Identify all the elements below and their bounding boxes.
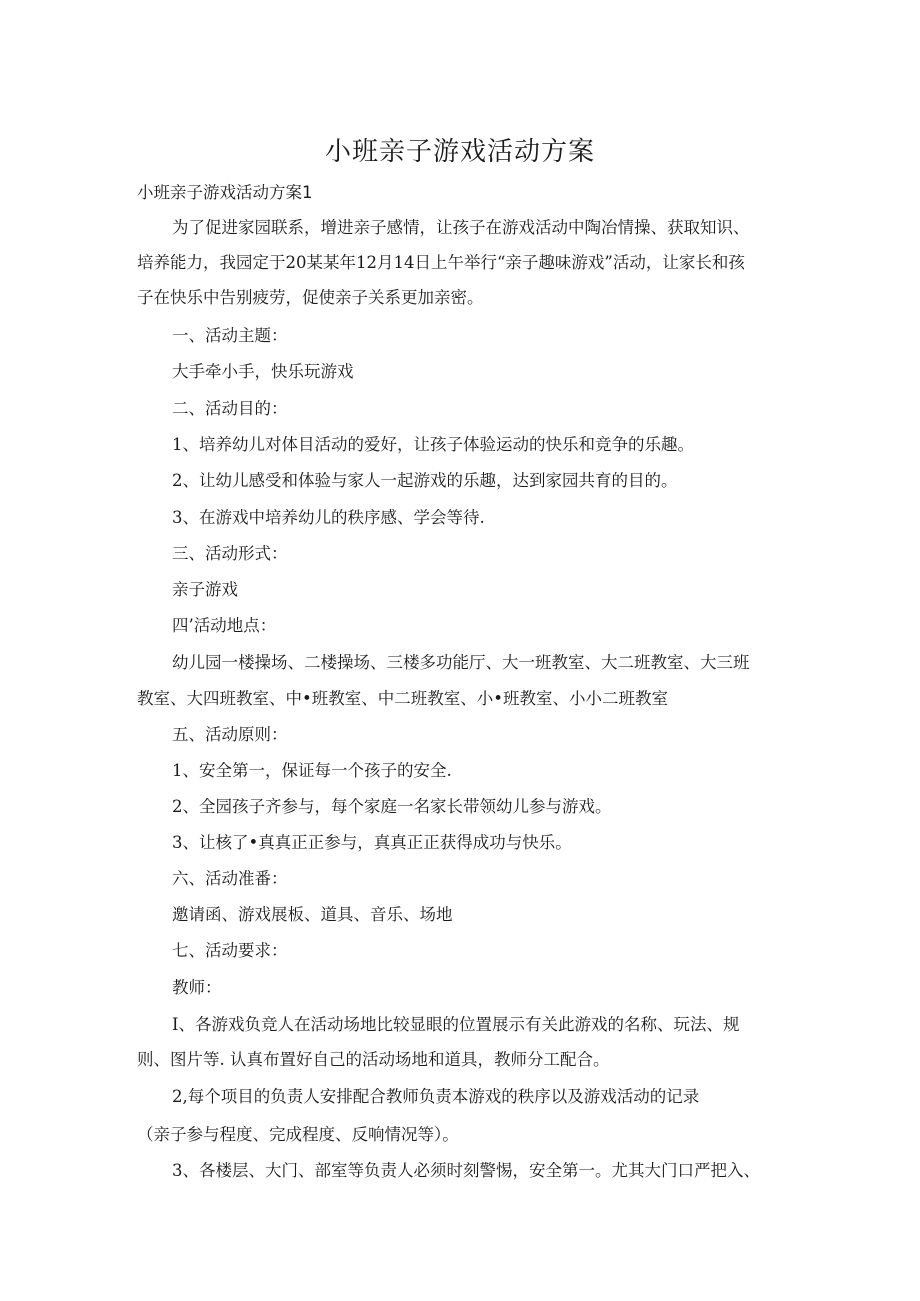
principles-heading: 五、活动原则： (172, 725, 288, 744)
document-title: 小班亲子游戏活动方案 (324, 137, 595, 167)
document-subtitle: 小班亲子游戏活动方案1 (137, 183, 313, 202)
theme-heading: 一、活动主题： (172, 326, 288, 345)
teacher-label: 教师： (172, 978, 222, 997)
requirement-1-line-2: 则、图片等. 认真布置好自己的活动场地和道具，教师分工配合。 (137, 1050, 610, 1069)
location-heading: 四’活动地点： (172, 616, 277, 635)
prep-heading: 六、活动准番： (172, 869, 288, 888)
prep-text: 邀请函、游戏展板、道具、音乐、场地 (172, 905, 453, 924)
principle-item-1: 1、安全第一，保证每一个孩子的安全. (172, 761, 452, 780)
requirements-heading: 七、活动要求： (172, 941, 288, 960)
goal-item-3: 3、在游戏中培养幼儿的秩序感、学会等待. (172, 508, 485, 527)
location-line-1: 幼儿园一楼操场、二楼操场、三楼多功能厅、大一班教室、大二班教室、大三班 (172, 653, 750, 672)
requirement-1-line-1: I、各游戏负竞人在活动场地比较显眼的位置展示有关此游戏的名称、玩法、规 (172, 1015, 740, 1034)
requirement-3-line-1: 3、各楼层、大门、部室等负责人必须时刻警惕，安全第一。尤其大门口严把入、 (172, 1161, 760, 1180)
intro-line-1: 为了促进家园联系，增进亲子感情，让孩子在游戏活动中陶冶情操、获取知识、 (172, 218, 750, 237)
intro-line-2: 培养能力，我园定于20某某年12月14日上午举行“亲子趣味游戏”活动，让家长和孩 (137, 253, 745, 272)
theme-text: 大手牵小手，快乐玩游戏 (172, 362, 354, 381)
requirement-2-line-2: （亲子参与程度、完成程度、反响情况等）。 (137, 1125, 459, 1144)
goal-item-1: 1、培养幼儿对体目活动的爱好，让孩子体验运动的快乐和竞争的乐趣。 (172, 435, 694, 454)
location-line-2: 教室、大四班教室、中•班教室、中二班教室、小•班教室、小小二班教室 (137, 689, 668, 708)
intro-line-3: 子在快乐中告别疲劳，促使亲子关系更加亲密。 (137, 288, 484, 307)
principle-item-3: 3、让核了•真真正正参与，真真正正获得成功与快乐。 (172, 833, 572, 852)
principle-item-2: 2、全园孩子齐参与，每个家庭一名家长带领幼儿参与游戏。 (172, 797, 612, 816)
goal-item-2: 2、让幼儿感受和体验与家人一起游戏的乐趣，达到家园共育的目的。 (172, 471, 678, 490)
goals-heading: 二、活动目的： (172, 399, 288, 418)
form-text: 亲子游戏 (172, 580, 238, 599)
form-heading: 三、活动形式： (172, 544, 288, 563)
requirement-2-line-1: 2,每个项目的负责人安排配合教师负责本游戏的秩序以及游戏活动的记录 (172, 1087, 700, 1106)
